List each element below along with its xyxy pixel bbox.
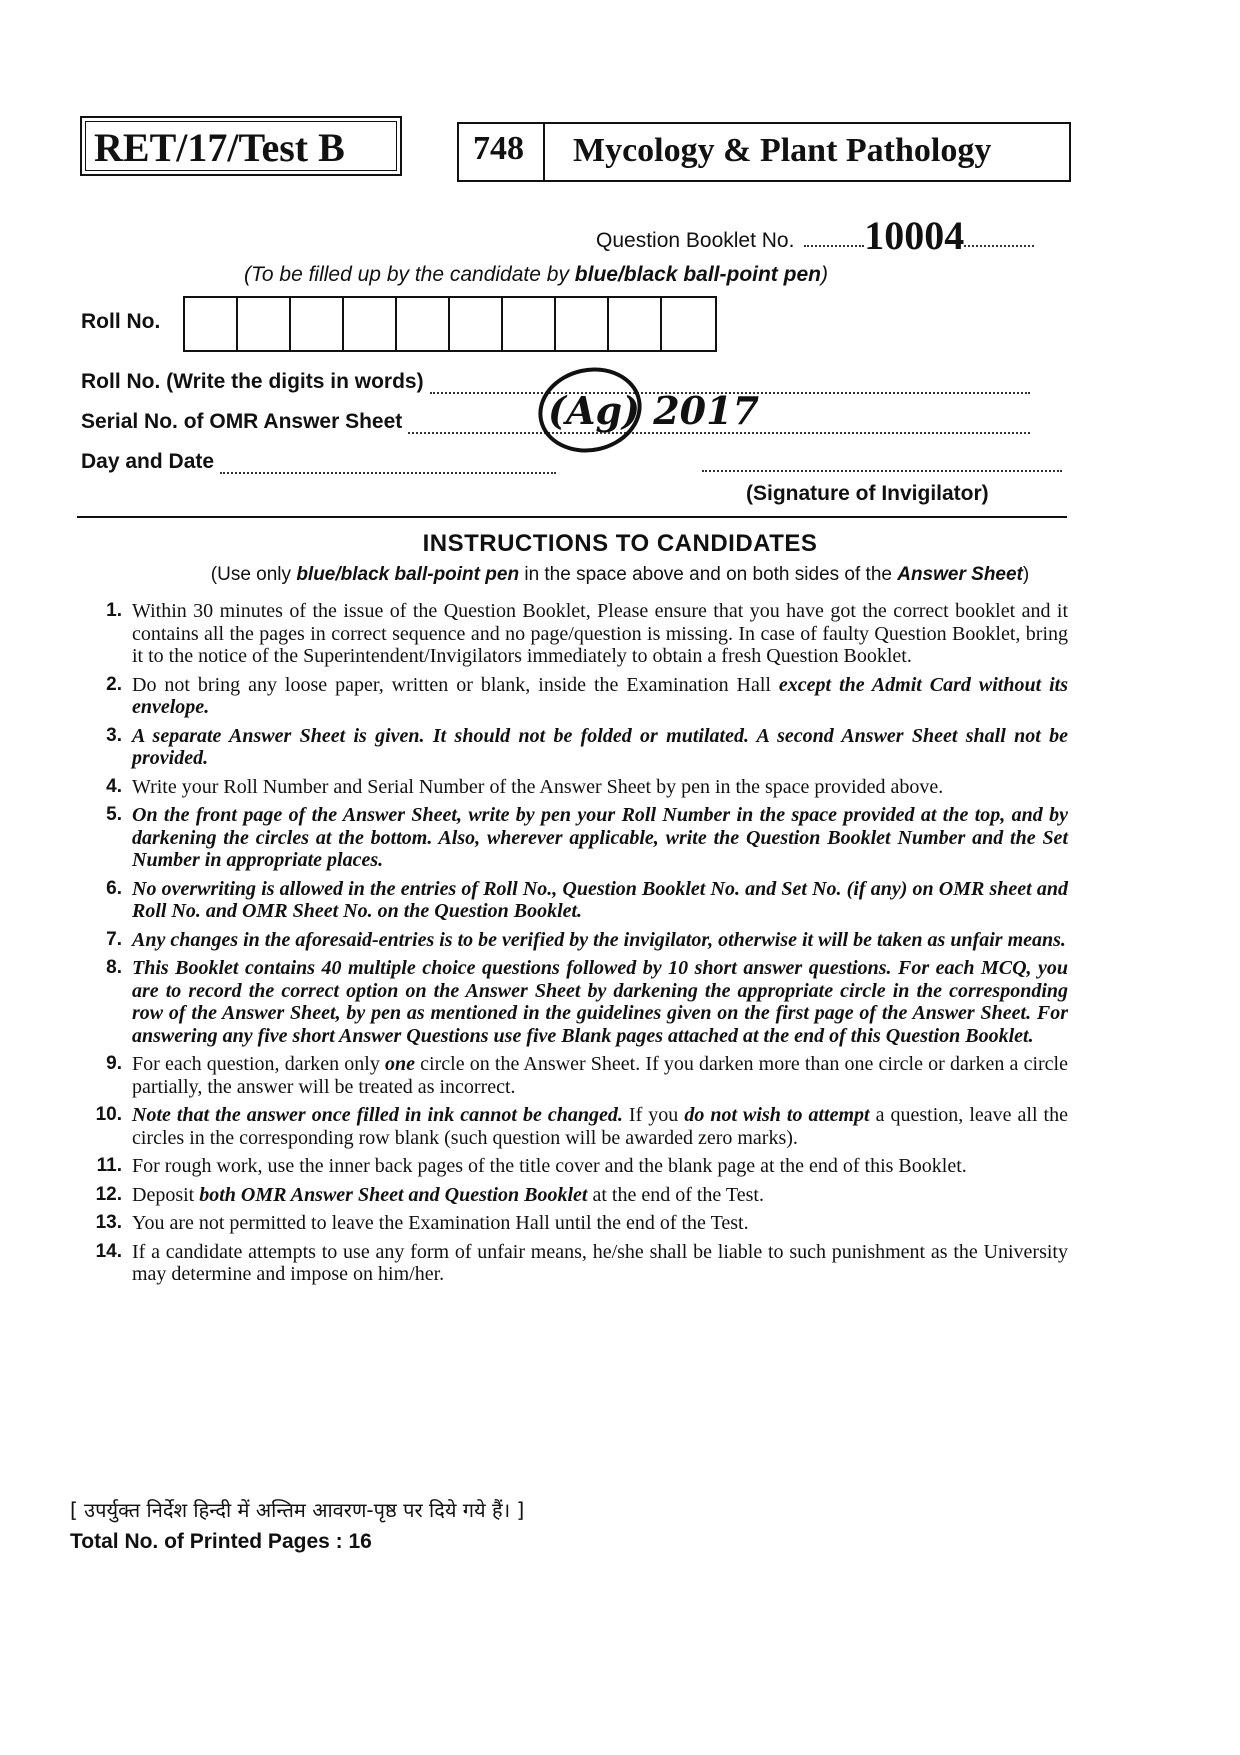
item-number: 12. <box>95 1183 122 1205</box>
roll-digit-box[interactable] <box>291 298 344 350</box>
roll-digit-box[interactable] <box>556 298 609 350</box>
item-number: 8. <box>106 957 122 978</box>
fill-note-suffix: ) <box>820 263 828 286</box>
roll-no-label: Roll No. <box>81 310 161 333</box>
item-text: If a candidate attempts to use any form of unfair means, he/she shall be liable to such punishment as the University may determine and impose on him/her. <box>132 1240 1068 1285</box>
item-text-a: For each question, darken only <box>132 1053 386 1075</box>
item-number: 7. <box>106 928 122 950</box>
item-text <box>132 674 1068 719</box>
instructions-list <box>84 600 1068 1292</box>
item-text <box>132 1104 1068 1149</box>
roll-digit-box[interactable] <box>662 298 715 350</box>
roll-digit-box[interactable] <box>503 298 556 350</box>
subject-box <box>457 122 1071 182</box>
item-text-b: one <box>385 1053 416 1075</box>
item-text: Write your Roll Number and Serial Number of the Answer Sheet by pen in the space provided above. <box>132 775 944 798</box>
test-code: RET/17/Test B <box>94 125 345 170</box>
omr-serial-label: Serial No. of OMR Answer Sheet <box>81 410 403 433</box>
question-booklet-number <box>596 210 1034 257</box>
item-number: 5. <box>106 804 122 825</box>
item-number: 4. <box>106 775 122 797</box>
item-text-d: a question, leave all the circles in the corresponding row blank (such question will be awarded zero marks). <box>132 1104 1068 1149</box>
item-number: 10. <box>95 1104 122 1125</box>
fill-instruction <box>244 263 828 287</box>
sub-middle: in the space above and on both sides of the <box>519 564 898 585</box>
roll-digit-box[interactable] <box>450 298 503 350</box>
instruction-item <box>84 1155 1068 1178</box>
hindi-note: [ उपर्युक्त निर्देश हिन्दी में अन्तिम आवरण-पृष्ठ पर दिये गये हैं। ] <box>70 1498 525 1522</box>
sub-suffix: ) <box>1022 564 1030 585</box>
total-pages: Total No. of Printed Pages : 16 <box>70 1530 372 1553</box>
item-text: For rough work, use the inner back pages of the title cover and the blank page at the end of this Booklet. <box>132 1155 967 1177</box>
day-date-row <box>81 450 556 474</box>
instruction-item <box>84 804 1068 872</box>
signature-label: (Signature of Invigilator) <box>746 482 989 505</box>
handwritten-stamp <box>528 362 768 462</box>
roll-words-label: Roll No. (Write the digits in words) <box>81 370 424 393</box>
sub-prefix: (Use only <box>210 564 297 585</box>
instruction-item <box>84 674 1068 719</box>
item-text-a: Deposit <box>132 1183 200 1206</box>
item-number: 3. <box>106 724 122 746</box>
item-text: Within 30 minutes of the issue of the Question Booklet, Please ensure that you have got the correct booklet and it contains all the pages in correct sequence and no page/question is missing. In case of faulty Question Booklet, bring it to the notice of the Superintendent/Invigilators immediately to obtain a fresh Question Booklet. <box>132 600 1068 667</box>
roll-digit-box[interactable] <box>238 298 291 350</box>
item-text-c: circle on the Answer Sheet. If you darken more than one circle or darken a circle partially, the answer will be treated as incorrect. <box>132 1053 1068 1098</box>
day-date-field[interactable] <box>220 458 556 474</box>
item-text-b: both OMR Answer Sheet and Question Booklet <box>199 1183 588 1206</box>
item-text: A separate Answer Sheet is given. It should not be folded or mutilated. A second Answer Sheet shall not be provided. <box>132 724 1068 769</box>
item-number: 1. <box>106 600 122 621</box>
instruction-item <box>84 1184 1068 1207</box>
test-code-box <box>80 116 402 176</box>
item-text-b: If you <box>622 1104 685 1126</box>
item-text-b: except the Admit Card without its envelope. <box>132 673 1068 718</box>
fill-note-prefix: (To be filled up by the candidate by <box>244 263 575 286</box>
booklet-label: Question Booklet No. <box>596 229 795 252</box>
header-divider <box>77 516 1067 518</box>
instructions-heading: INSTRUCTIONS TO CANDIDATES <box>422 530 818 557</box>
instruction-item <box>84 1241 1068 1286</box>
instruction-item <box>84 600 1068 668</box>
instructions-subheading <box>0 564 1240 586</box>
roll-digit-box[interactable] <box>185 298 238 350</box>
sub-pen: blue/black ball-point pen <box>296 564 520 585</box>
subject-name: Mycology & Plant Pathology <box>573 132 992 169</box>
item-number: 11. <box>96 1155 122 1176</box>
item-text-a: Note that the answer once filled in ink cannot be changed. <box>132 1104 623 1126</box>
instruction-item <box>84 878 1068 923</box>
booklet-number: 10004 <box>864 213 965 258</box>
stamp-text: (Ag) 2017 <box>548 388 760 433</box>
instruction-item <box>84 929 1068 952</box>
item-text-a: Do not bring any loose paper, written or blank, inside the Examination Hall <box>132 673 779 696</box>
fill-note-pen: blue/black ball-point pen <box>574 263 821 286</box>
item-text: This Booklet contains 40 multiple choice questions followed by 10 short answer questions. For each MCQ, you are to record the correct option on the Answer Sheet by darkening the appropriate circle in the corresponding row of the Answer Sheet, by pen as mentioned in the guidelines given on the first page of the Answer Sheet. For answering any five short Answer Questions use five Blank pages attached at the end of this Question Booklet. <box>132 957 1068 1047</box>
item-number: 6. <box>106 877 122 899</box>
instruction-item <box>84 725 1068 770</box>
item-text: Any changes in the aforesaid-entries is to be verified by the invigilator, otherwise it will be taken as unfair means. <box>132 928 1066 951</box>
roll-no-grid[interactable] <box>183 296 717 352</box>
item-text-c: do not wish to attempt <box>684 1104 870 1126</box>
item-number: 9. <box>106 1053 122 1074</box>
instruction-item <box>84 776 1068 799</box>
item-number: 14. <box>95 1240 122 1262</box>
instruction-item <box>84 957 1068 1047</box>
instruction-item <box>84 1053 1068 1098</box>
instruction-item <box>84 1212 1068 1235</box>
day-date-label: Day and Date <box>81 450 215 473</box>
item-text: On the front page of the Answer Sheet, write by pen your Roll Number in the space provided at the top, and by darkening the circles at the bottom. Also, wherever applicable, write the Question Booklet Number and the Set Number in appropriate places. <box>132 804 1068 871</box>
item-text-c: at the end of the Test. <box>587 1183 764 1206</box>
signature-line[interactable] <box>702 470 1062 472</box>
item-text <box>132 1053 1068 1098</box>
roll-digit-box[interactable] <box>609 298 662 350</box>
sub-sheet: Answer Sheet <box>897 564 1023 585</box>
instruction-item <box>84 1104 1068 1149</box>
item-number: 2. <box>106 673 122 695</box>
item-number: 13. <box>95 1212 122 1233</box>
roll-digit-box[interactable] <box>344 298 397 350</box>
item-text <box>132 1184 1068 1207</box>
subject-code: 748 <box>459 124 545 180</box>
item-text: You are not permitted to leave the Examination Hall until the end of the Test. <box>132 1212 749 1234</box>
item-text: No overwriting is allowed in the entries of Roll No., Question Booklet No. and Set No. (if any) on OMR sheet and Roll No. and OMR Sheet No. on the Question Booklet. <box>132 877 1068 922</box>
roll-digit-box[interactable] <box>397 298 450 350</box>
